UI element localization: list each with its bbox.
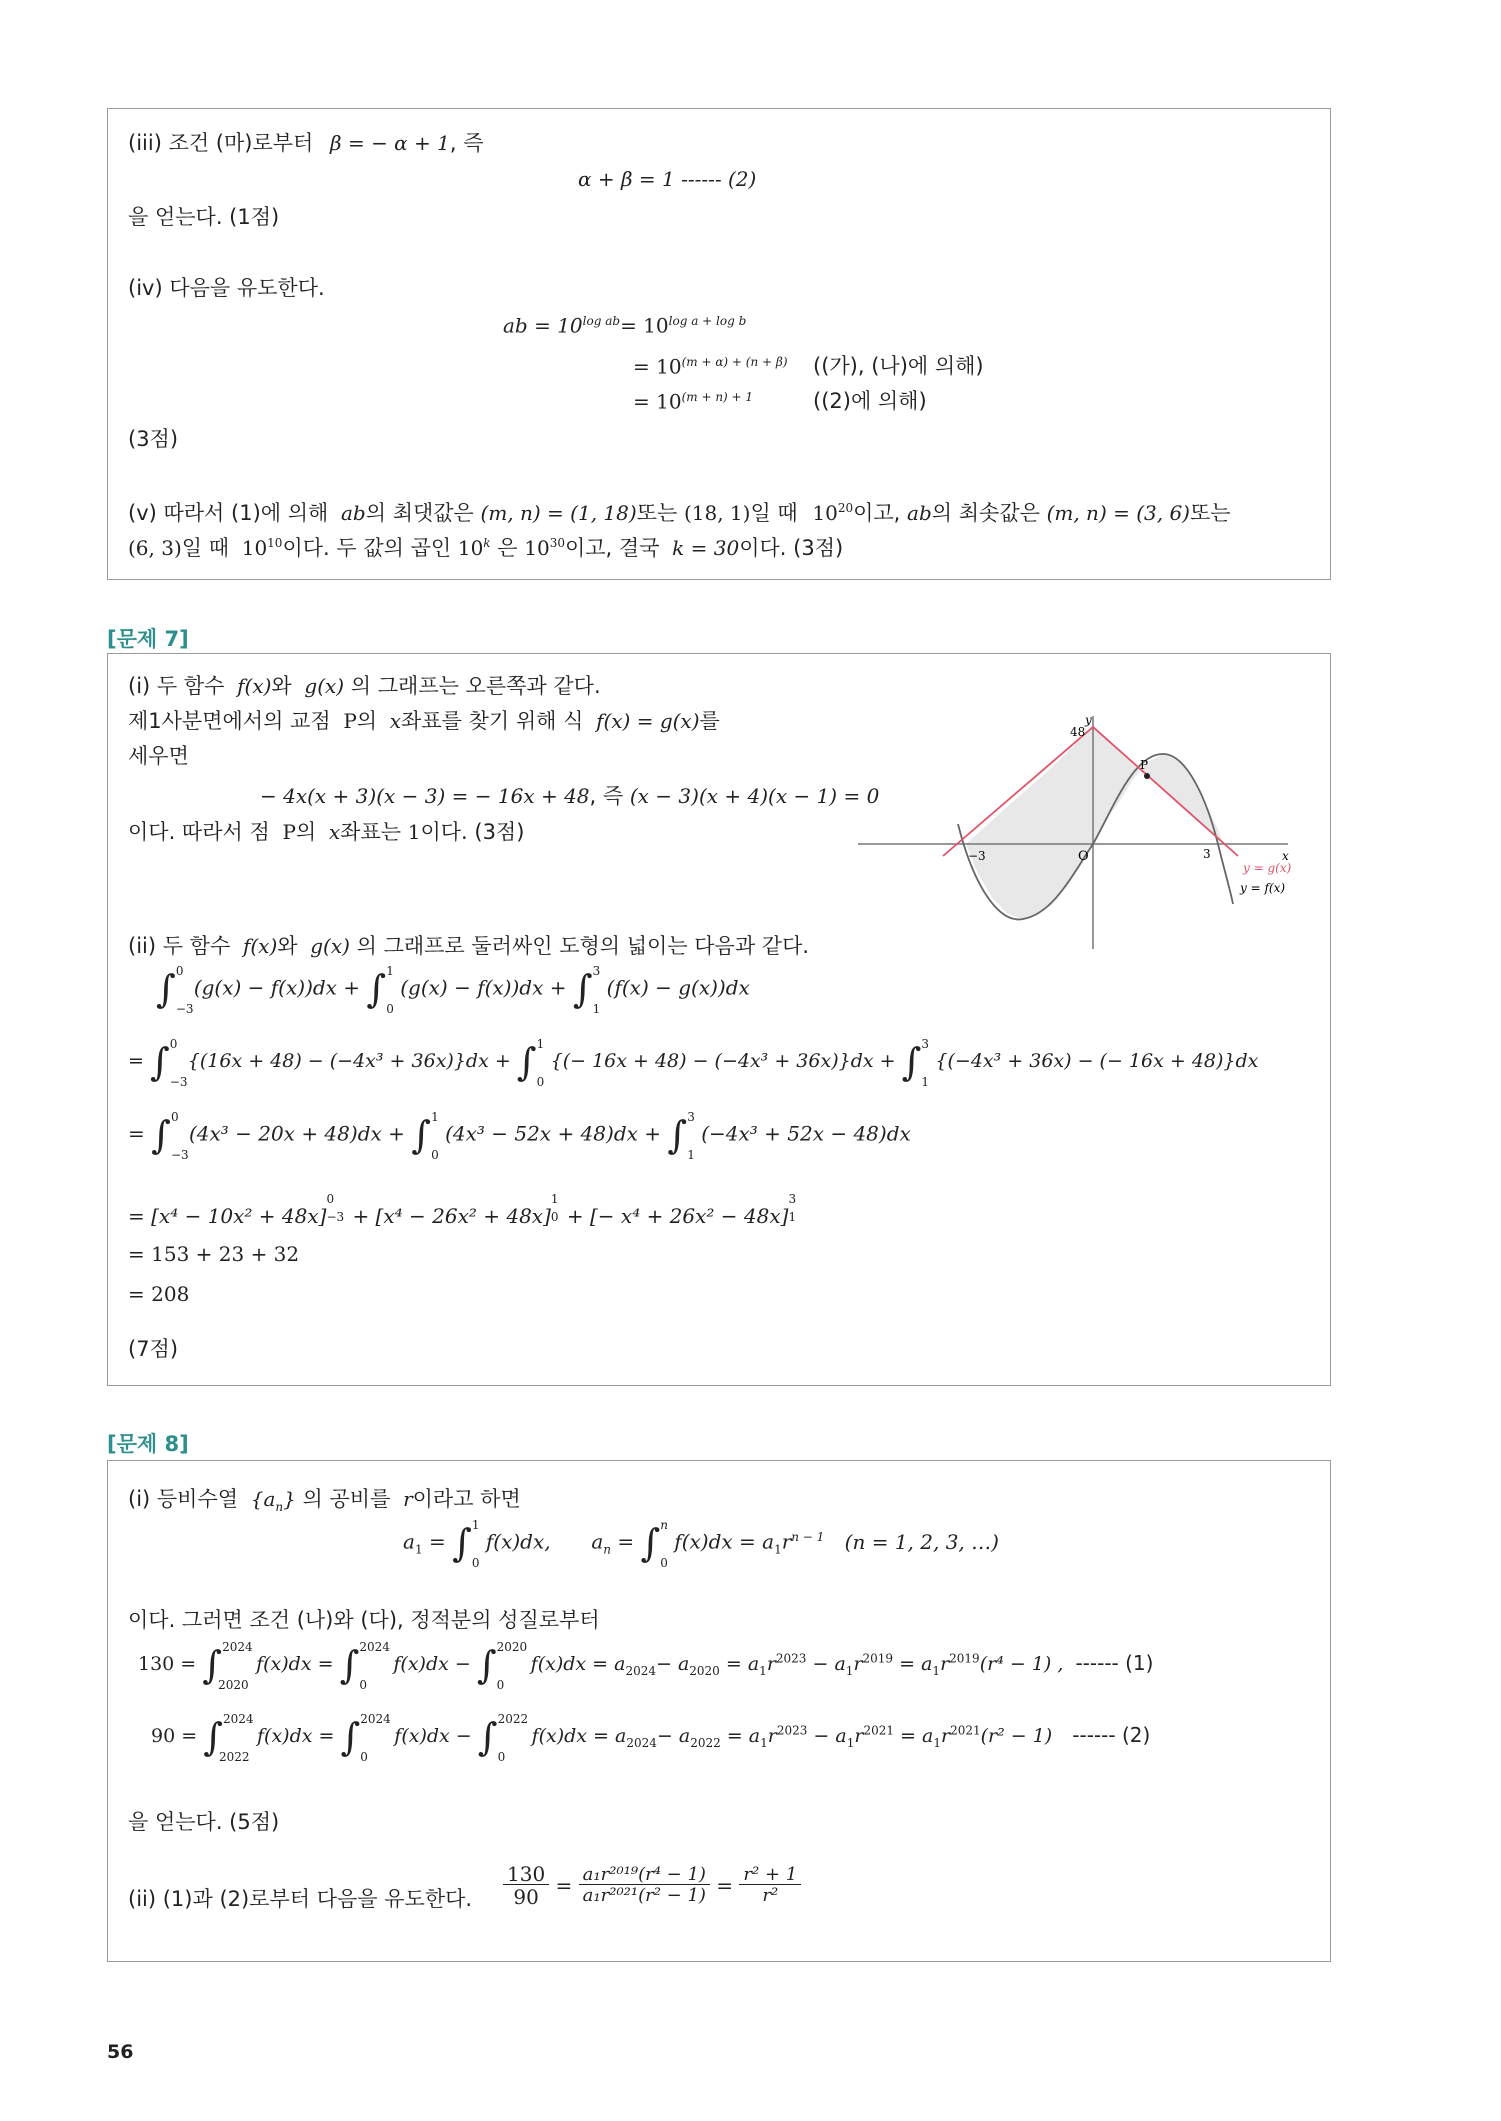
math: 2022 (690, 1735, 721, 1750)
text: 와 (271, 674, 292, 698)
text: 또는 (636, 501, 678, 525)
math: 20 (837, 501, 854, 515)
integral-sign: ∫ (901, 1040, 922, 1084)
math: ab (341, 501, 366, 525)
math: (m + α) + (n + β) (681, 355, 788, 369)
math: = 10 (633, 389, 682, 414)
result-line: = 208 (128, 1282, 190, 1306)
math: g(x) (310, 934, 350, 958)
integral-line-1 (156, 964, 750, 1029)
shaded-area (966, 727, 1223, 919)
integral-sign: ∫ (667, 1113, 688, 1157)
problem-7-heading: [문제 7] (107, 627, 189, 651)
note: ((2)에 의해) (813, 389, 927, 413)
math: 10 (267, 536, 283, 550)
solution-box-8 (107, 1460, 1331, 1962)
point-P (1144, 773, 1150, 779)
math: 2019 (949, 1651, 980, 1666)
integral-sign: ∫ (572, 967, 593, 1011)
math: (n = 1, 2, 3, …) (844, 1529, 999, 1554)
text: (i) 두 함수 (128, 674, 225, 698)
math: (m, n) = (3, 6) (1046, 501, 1190, 525)
upper-limit: 3 (788, 1192, 797, 1206)
integral-sign: ∫ (340, 1715, 361, 1759)
math: f(x)dx = (257, 1725, 335, 1747)
lower-limit: 2020 (218, 1678, 249, 1692)
integral-sign: ∫ (452, 1521, 472, 1565)
math: ab = 10 (503, 313, 583, 338)
math: n (603, 1542, 611, 1557)
upper-limit: 0 (169, 1037, 178, 1051)
upper-limit: 0 (170, 1110, 179, 1124)
math: 2023 (776, 1723, 808, 1738)
math: r (940, 1725, 951, 1747)
upper-limit: 2024 (222, 1640, 253, 1654)
lower-limit: 0 (471, 1556, 480, 1570)
math: 1 (407, 820, 421, 844)
math: f(x) (242, 934, 278, 958)
upper-limit: n (660, 1518, 669, 1532)
text: 이다. 두 값의 곱인 (282, 536, 452, 560)
text: (iii) 조건 (마)로부터 (128, 131, 314, 155)
math: = a (899, 1653, 933, 1675)
math: (4x³ − 52x + 48)dx + (445, 1121, 662, 1146)
lower-limit: 0 (660, 1556, 668, 1570)
math: r (767, 1725, 777, 1747)
sum-line: = 153 + 23 + 32 (128, 1242, 300, 1266)
math: 1 (845, 1663, 854, 1678)
text: 의 그래프로 둘러싸인 도형의 넓이는 다음과 같다. (356, 934, 810, 958)
math: 90 = (151, 1725, 198, 1747)
sequence-definition (403, 1518, 999, 1583)
math: r (781, 1529, 792, 1554)
lower-limit: −3 (175, 1002, 194, 1016)
points: (7점) (128, 1337, 179, 1361)
equation-tag: ------ (1) (1075, 1651, 1154, 1675)
math: − a (813, 1725, 847, 1747)
upper-limit: 3 (687, 1110, 695, 1124)
equals: = (128, 1050, 144, 1072)
equation-tag: ------ (2) (1072, 1723, 1151, 1747)
math: 2024 (626, 1735, 657, 1750)
integral-sign: ∫ (339, 1643, 360, 1687)
text: (v) 따라서 (1)에 의해 (128, 501, 329, 525)
text: 이다. 그러면 조건 (나)와 (다), 정적분의 성질로부터 (128, 1608, 600, 1632)
step-v-line2 (128, 537, 843, 559)
integral-sign: ∫ (640, 1521, 661, 1565)
equals: = (428, 1529, 446, 1554)
math: n (275, 1500, 284, 1514)
points: (3점) (128, 427, 179, 451)
math: − a (812, 1653, 846, 1675)
text: (ii) 두 함수 (128, 934, 231, 958)
step-i-conclusion (128, 822, 524, 843)
math: n − 1 (791, 1529, 825, 1544)
fraction (739, 1866, 801, 1905)
math: {a (250, 1487, 276, 1511)
math: 2023 (775, 1651, 807, 1666)
denominator: r² (762, 1885, 779, 1906)
lower-limit: 1 (687, 1148, 695, 1162)
integral-line-2 (128, 1037, 1259, 1102)
equation-line (633, 391, 753, 412)
text: 이다. 따라서 점 (128, 820, 270, 844)
text: 이고, (853, 501, 901, 525)
integral-sign: ∫ (516, 1040, 537, 1084)
equation: β = − α + 1 (330, 131, 450, 155)
math: {(16x + 48) − (−4x³ + 36x)}dx + (187, 1050, 511, 1072)
text: 은 (497, 536, 518, 560)
math: 1 (759, 1663, 767, 1678)
math: r (940, 1653, 950, 1675)
math: P (343, 709, 357, 733)
math: a (591, 1529, 604, 1554)
math: = a (726, 1725, 761, 1747)
math: f(x)dx = a (531, 1725, 627, 1747)
math: f(x)dx − (394, 1725, 472, 1747)
lower-limit: −3 (169, 1075, 188, 1089)
equation: α + β = 1 ------ (2) (578, 167, 757, 191)
equation-line (633, 356, 788, 377)
math: g(x) (304, 674, 345, 698)
text: 의 (356, 709, 378, 733)
text: , 즉 (589, 784, 624, 808)
text: 좌표는 (340, 820, 402, 844)
text: 이다. (3점) (739, 536, 844, 560)
note: ((가), (나)에 의해) (813, 354, 984, 378)
math: 1 (774, 1542, 782, 1557)
math: 1 (933, 1735, 941, 1750)
math: a (403, 1529, 415, 1554)
math: (r⁴ − 1) , (979, 1653, 1064, 1675)
math: 2021 (863, 1723, 894, 1738)
upper-limit: 1 (431, 1110, 439, 1124)
integral-sign: ∫ (203, 1715, 223, 1759)
f-label: y = f(x) (1240, 881, 1286, 895)
g-label: y = g(x) (1243, 861, 1292, 875)
math: log ab (582, 314, 621, 328)
x-3-label: 3 (1203, 847, 1211, 861)
text: 제1사분면에서의 교점 (128, 709, 331, 733)
denominator: a₁r²⁰²¹(r² − 1) (582, 1885, 706, 1906)
numerator: r² + 1 (739, 1866, 801, 1885)
math: 10 (812, 501, 838, 525)
lower-limit: 0 (496, 1678, 505, 1692)
math: 10 (457, 536, 484, 560)
math: f(x)dx = a (530, 1653, 626, 1675)
math: 1 (760, 1735, 768, 1750)
text: 또는 (1190, 501, 1231, 525)
upper-limit: 3 (592, 964, 601, 978)
equation-2 (578, 169, 756, 189)
math: 2024 (625, 1663, 656, 1678)
math: r (766, 1653, 776, 1675)
step-ii (128, 936, 809, 957)
math: f(x) = g(x) (596, 709, 700, 733)
lower-limit: 1 (788, 1210, 797, 1224)
x-minus3-label: −3 (968, 849, 986, 863)
math: (x − 3)(x + 4)(x − 1) = 0 (629, 784, 880, 808)
problem-8-heading: [문제 8] (107, 1432, 189, 1456)
math: − 4x(x + 3)(x − 3) = − 16x + 48 (260, 784, 590, 808)
math: − a (655, 1653, 690, 1675)
math: f(x) (237, 674, 272, 698)
lower-limit: 0 (536, 1075, 545, 1089)
equals: = (716, 1873, 734, 1898)
math: 2019 (862, 1651, 894, 1666)
y-label: y (1085, 714, 1092, 727)
step-v-line1 (128, 502, 1231, 524)
step-i-equation (260, 786, 879, 807)
math: 130 = (138, 1653, 197, 1675)
upper-limit: 2020 (496, 1640, 528, 1654)
integral-sign: ∫ (149, 1040, 170, 1084)
math: − a (656, 1725, 691, 1747)
page-number: 56 (107, 2041, 134, 2063)
fraction (503, 1864, 549, 1907)
lower-limit: 0 (550, 1210, 559, 1224)
math: k = 30 (672, 536, 740, 560)
text: 을 얻는다. (5점) (128, 1810, 280, 1834)
math: log a + log b (668, 314, 747, 328)
y-48-label: 48 (1070, 725, 1086, 739)
math: + [− x⁴ + 26x² − 48x] (566, 1204, 789, 1228)
math: 10 (524, 536, 550, 560)
math: (m + n) + 1 (681, 390, 754, 404)
lower-limit: 0 (386, 1002, 394, 1016)
lower-limit: 2022 (219, 1750, 250, 1764)
upper-limit: 2024 (359, 1640, 390, 1654)
lower-limit: 0 (431, 1148, 439, 1162)
math: (g(x) − f(x))dx + (400, 975, 567, 1000)
lower-limit: −3 (326, 1210, 345, 1224)
math: r (403, 1487, 413, 1511)
math: f(x)dx = (256, 1653, 334, 1675)
solution-box-7 (107, 653, 1331, 1386)
origin-label: O (1078, 849, 1089, 864)
math: 2021 (950, 1723, 981, 1738)
step-ii: (ii) (1)과 (2)로부터 다음을 유도한다. (128, 1887, 473, 1911)
integral-sign: ∫ (477, 1715, 498, 1759)
math: {(− 16x + 48) − (−4x³ + 36x)}dx + (550, 1050, 896, 1072)
upper-limit: 1 (471, 1518, 480, 1532)
math: f(x)dx − (393, 1653, 471, 1675)
P-label: P (1140, 758, 1149, 772)
math: } (283, 1487, 296, 1511)
math: (−4x³ + 52x − 48)dx (701, 1121, 911, 1146)
step-iii (128, 133, 484, 154)
math: ab (907, 501, 932, 525)
text: 의 그래프는 오른쪽과 같다. (350, 674, 601, 698)
relation-2 (138, 1712, 1151, 1777)
text: 의 최솟값은 (931, 501, 1040, 525)
upper-limit: 1 (550, 1192, 559, 1206)
math: 1 (846, 1735, 855, 1750)
lower-limit: 1 (921, 1075, 930, 1089)
text: 를 (699, 709, 720, 733)
upper-limit: 0 (326, 1192, 335, 1206)
math: = 10 (620, 313, 669, 338)
math: (4x³ − 20x + 48)dx + (188, 1121, 405, 1146)
math: {(−4x³ + 36x) − (− 16x + 48)}dx (935, 1050, 1259, 1072)
numerator: 130 (503, 1864, 549, 1885)
function-graph (858, 714, 1308, 974)
integral-line-3 (128, 1110, 911, 1175)
text: 의 공비를 (302, 1487, 391, 1511)
math: r (854, 1725, 864, 1747)
math: 30 (549, 536, 565, 550)
math: (18, 1) (683, 501, 751, 525)
math: = [x⁴ − 10x² + 48x] (128, 1204, 327, 1228)
text: 좌표를 찾기 위해 식 (401, 709, 584, 733)
integral-sign: ∫ (151, 1113, 171, 1157)
lower-limit: −3 (170, 1148, 189, 1162)
upper-limit: 1 (536, 1037, 545, 1051)
equals: = (128, 1121, 145, 1146)
text: (i) 등비수열 (128, 1487, 239, 1511)
numerator: a₁r²⁰¹⁹(r⁴ − 1) (579, 1866, 710, 1885)
fraction (579, 1866, 710, 1905)
text: 일 때 (750, 501, 798, 525)
upper-limit: 2024 (360, 1712, 391, 1726)
math: = 10 (633, 354, 682, 379)
text: 의 (295, 820, 317, 844)
integral-sign: ∫ (476, 1643, 497, 1687)
integral-sign: ∫ (411, 1113, 432, 1157)
step-i-line1 (128, 676, 601, 697)
math: 2020 (689, 1663, 720, 1678)
text: 이라고 하면 (412, 1487, 521, 1511)
math: (6, 3) (128, 536, 182, 560)
text: 이고, 결국 (564, 536, 660, 560)
equation-line (503, 315, 746, 336)
x-label: x (1282, 849, 1289, 863)
denominator: 90 (513, 1885, 539, 1909)
text: , 즉 (449, 131, 484, 155)
step-i (128, 1489, 521, 1513)
math: 1 (932, 1663, 941, 1678)
math (250, 1487, 296, 1514)
math: P (282, 820, 296, 844)
math: (m, n) = (1, 18) (480, 501, 637, 525)
upper-limit: 2024 (223, 1712, 254, 1726)
math: 1 (414, 1542, 423, 1557)
integral-sign: ∫ (366, 967, 387, 1011)
lower-limit: 1 (592, 1002, 601, 1016)
integral-sign: ∫ (156, 967, 176, 1011)
step-iv: (iv) 다음을 유도한다. (128, 276, 325, 300)
text: 을 얻는다. (1점) (128, 205, 280, 229)
math: (f(x) − g(x))dx (606, 975, 750, 1000)
upper-limit: 3 (921, 1037, 930, 1051)
equals: = (617, 1529, 635, 1554)
math: = a (725, 1653, 760, 1675)
text: 의 최댓값은 (365, 501, 474, 525)
math: f(x)dx = a (674, 1529, 775, 1554)
lower-limit: 0 (360, 1750, 368, 1764)
integral-sign: ∫ (202, 1643, 223, 1687)
upper-limit: 0 (175, 964, 184, 978)
text: 이다. (3점) (420, 820, 525, 844)
text: 세우면 (128, 744, 189, 768)
upper-limit: 1 (386, 964, 394, 978)
equals: = (555, 1873, 573, 1898)
upper-limit: 2022 (497, 1712, 529, 1726)
math: r (853, 1653, 863, 1675)
relation-1 (138, 1640, 1154, 1705)
solution-box-6-continued (107, 108, 1331, 580)
math: f(x)dx, (485, 1529, 551, 1554)
step-i-line2 (128, 711, 720, 732)
math: (r² − 1) (980, 1725, 1053, 1747)
math: x (389, 709, 402, 733)
lower-limit: 0 (359, 1678, 368, 1692)
antiderivative-line (128, 1192, 802, 1228)
text: 일 때 (181, 536, 230, 560)
lower-limit: 0 (497, 1750, 506, 1764)
math: + [x⁴ − 26x² + 48x] (352, 1204, 551, 1228)
math: x (328, 820, 341, 844)
math: 10 (241, 536, 268, 560)
math: (g(x) − f(x))dx + (193, 975, 361, 1000)
text: 와 (277, 934, 298, 958)
ratio-equation (503, 1864, 801, 1934)
math: = a (900, 1725, 934, 1747)
math: k (483, 536, 491, 550)
